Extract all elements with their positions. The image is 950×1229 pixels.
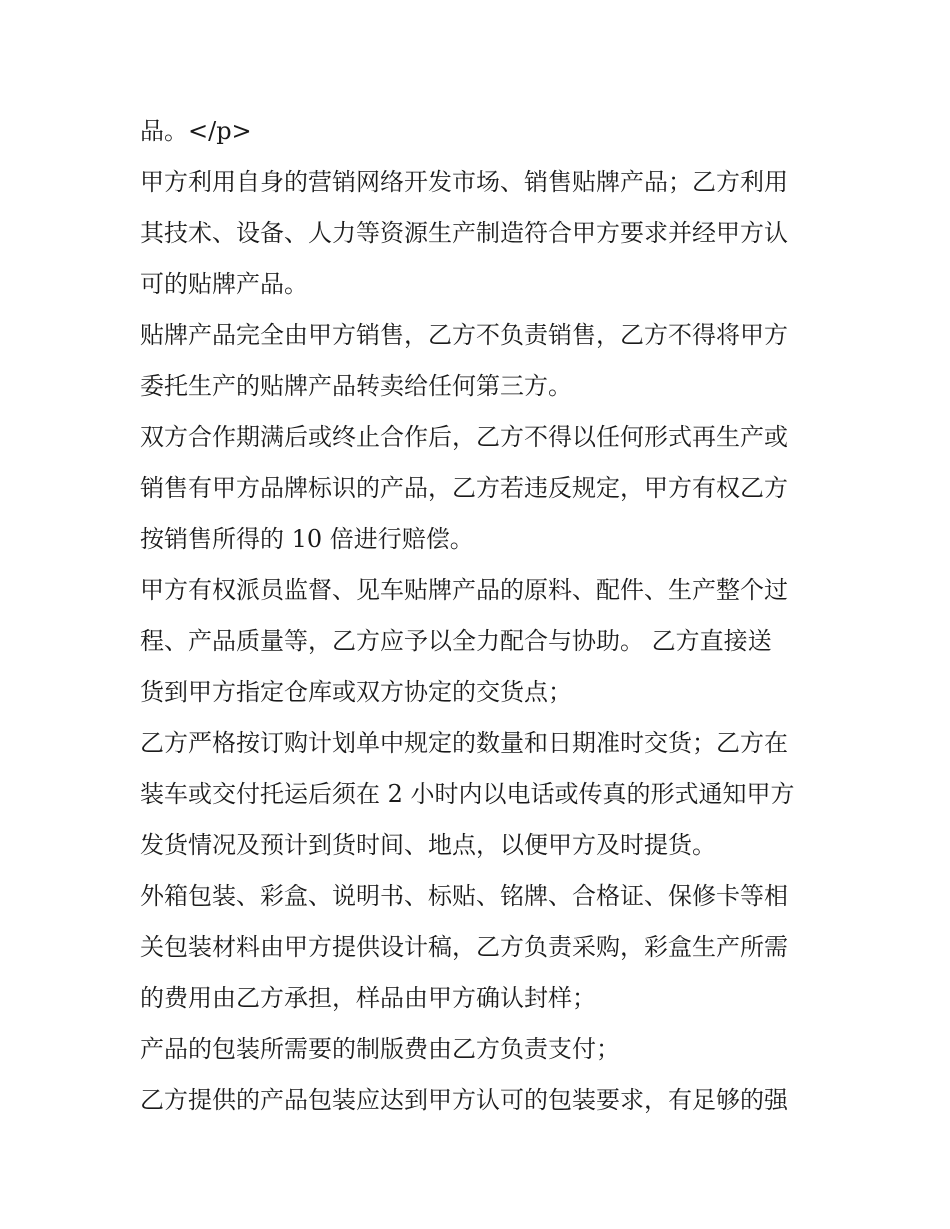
text-line: 发货情况及预计到货时间、地点，以便甲方及时提货。 — [140, 831, 716, 859]
text-line: 双方合作期满后或终止合作后，乙方不得以任何形式再生产或 — [140, 423, 788, 451]
text-line: 货到甲方指定仓库或双方协定的交货点； — [140, 678, 572, 706]
text-line: 的费用由乙方承担，样品由甲方确认封样； — [140, 984, 596, 1012]
paragraph-packaging-requirements — [140, 1075, 820, 1126]
text-line: 可的贴牌产品。 — [140, 270, 308, 298]
text-line: 委托生产的贴牌产品转卖给任何第三方。 — [140, 372, 572, 400]
text-line: 品。</p> — [140, 117, 252, 145]
text-line: 其技术、设备、人力等资源生产制造符合甲方要求并经甲方认 — [140, 219, 788, 247]
paragraph-fragment — [140, 106, 820, 157]
paragraph-packaging — [140, 871, 820, 1024]
document-page — [140, 106, 820, 1126]
paragraph-delivery — [140, 718, 820, 871]
text-line: 甲方利用自身的营销网络开发市场、销售贴牌产品；乙方利用 — [140, 168, 788, 196]
text-line: 销售有甲方品牌标识的产品，乙方若违反规定，甲方有权乙方 — [140, 474, 788, 502]
text-line: 程、产品质量等，乙方应予以全力配合与协助。 乙方直接送 — [140, 627, 772, 655]
text-line: 装车或交付托运后须在 2 小时内以电话或传真的形式通知甲方 — [140, 780, 795, 808]
text-line: 关包装材料由甲方提供设计稿，乙方负责采购，彩盒生产所需 — [140, 933, 788, 961]
text-line: 甲方有权派员监督、见车贴牌产品的原料、配件、生产整个过 — [140, 576, 788, 604]
text-line: 贴牌产品完全由甲方销售，乙方不负责销售，乙方不得将甲方 — [140, 321, 788, 349]
text-line: 外箱包装、彩盒、说明书、标贴、铭牌、合格证、保修卡等相 — [140, 882, 788, 910]
paragraph-sales — [140, 310, 820, 412]
paragraph-termination — [140, 412, 820, 565]
paragraph-marketing — [140, 157, 820, 310]
paragraph-supervision — [140, 565, 820, 718]
paragraph-plate-fee — [140, 1024, 820, 1075]
text-line: 乙方提供的产品包装应达到甲方认可的包装要求，有足够的强 — [140, 1086, 788, 1114]
text-line: 乙方严格按订购计划单中规定的数量和日期准时交货；乙方在 — [140, 729, 788, 757]
text-line: 产品的包装所需要的制版费由乙方负责支付； — [140, 1035, 620, 1063]
text-line: 按销售所得的 10 倍进行赔偿。 — [140, 525, 474, 553]
